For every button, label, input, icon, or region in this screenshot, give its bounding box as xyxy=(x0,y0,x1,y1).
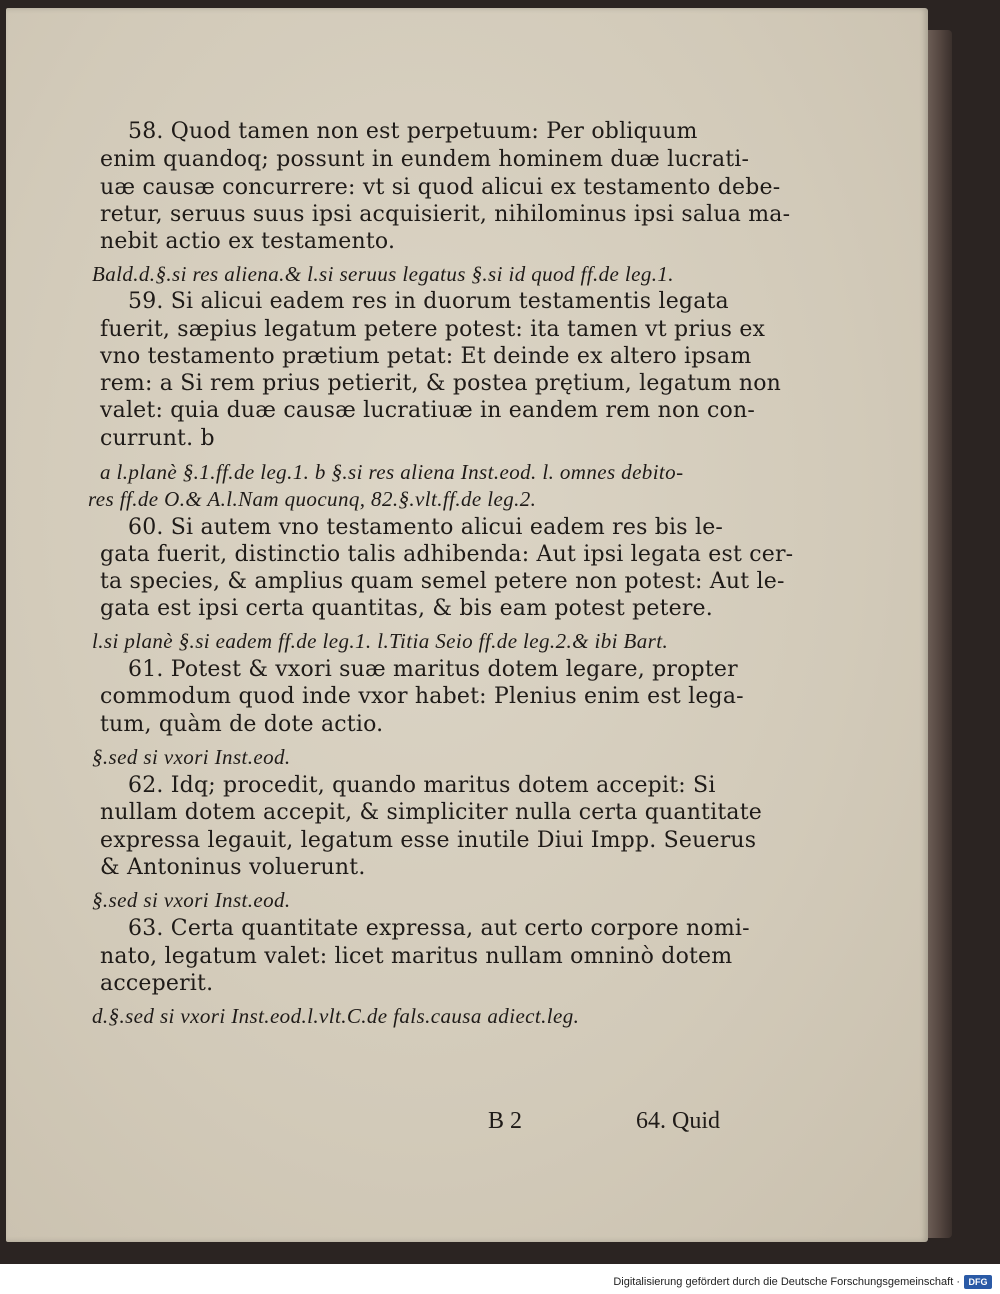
funding-credit: Digitalisierung gefördert durch die Deutsche Forschungsgemeinschaft · xyxy=(613,1276,960,1288)
reference-line: d.§.sed si vxori Inst.eod.l.vlt.C.de fals.causa adiect.leg. xyxy=(92,1004,580,1028)
text-line: ta species, & amplius quam semel petere non potest: Aut le- xyxy=(100,569,785,594)
text-line: uæ causæ concurrere: vt si quod alicui ex testamento debe- xyxy=(100,175,781,200)
text-line: retur, seruus suus ipsi acquisierit, nihilominus ipsi salua ma- xyxy=(100,202,791,227)
text-line: nato, legatum valet: licet maritus nullam omninò dotem xyxy=(100,944,733,969)
text-line: commodum quod inde vxor habet: Plenius enim est lega- xyxy=(100,684,744,709)
text-line: expressa legauit, legatum esse inutile Diui Impp. Seuerus xyxy=(100,828,757,853)
catchword: 64. Quid xyxy=(636,1108,720,1134)
text-line: enim quandoq; possunt in eundem hominem duæ lucrati- xyxy=(100,147,750,172)
text-line: 63. Certa quantitate expressa, aut certo corpore nomi- xyxy=(128,916,750,941)
reference-line: res ff.de O.& A.l.Nam quocunq, 82.§.vlt.ff.de leg.2. xyxy=(88,487,537,511)
text-line: & Antoninus voluerunt. xyxy=(100,855,366,880)
text-line: valet: quia duæ causæ lucratiuæ in eandem rem non con- xyxy=(100,398,756,423)
text-line: tum, quàm de dote actio. xyxy=(100,712,384,737)
signature-mark: B 2 xyxy=(488,1108,523,1134)
text-line: fuerit, sæpius legatum petere potest: ita tamen vt prius ex xyxy=(100,317,766,342)
text-line: rem: a Si rem prius petierit, & postea prętium, legatum non xyxy=(100,371,782,396)
dfg-logo-icon: DFG xyxy=(964,1275,992,1289)
text-line: vno testamento prætium petat: Et deinde ex altero ipsam xyxy=(100,344,752,369)
text-line: nebit actio ex testamento. xyxy=(100,229,396,254)
text-line: gata est ipsi certa quantitas, & bis eam potest petere. xyxy=(100,596,713,621)
text-line: acceperit. xyxy=(100,971,214,996)
reference-line: l.si planè §.si eadem ff.de leg.1. l.Titia Seio ff.de leg.2.& ibi Bart. xyxy=(92,629,669,653)
text-line: 59. Si alicui eadem res in duorum testamentis legata xyxy=(128,289,729,314)
reference-line: §.sed si vxori Inst.eod. xyxy=(92,745,291,769)
text-line: gata fuerit, distinctio talis adhibenda: Aut ipsi legata est cer- xyxy=(100,542,794,567)
text-line: 58. Quod tamen non est perpetuum: Per obliquum xyxy=(128,119,698,144)
text-line: currunt. b xyxy=(100,426,215,451)
text-line: nullam dotem accepit, & simpliciter nulla certa quantitate xyxy=(100,800,762,825)
text-line: 61. Potest & vxori suæ maritus dotem legare, propter xyxy=(128,657,738,682)
text-line: 60. Si autem vno testamento alicui eadem res bis le- xyxy=(128,515,724,540)
book-page-edge xyxy=(926,30,952,1238)
reference-line: Bald.d.§.si res aliena.& l.si seruus legatus §.si id quod ff.de leg.1. xyxy=(92,262,674,286)
reference-line: a l.planè §.1.ff.de leg.1. b §.si res aliena Inst.eod. l. omnes debito- xyxy=(100,460,684,484)
reference-line: §.sed si vxori Inst.eod. xyxy=(92,888,291,912)
text-line: 62. Idq; procedit, quando maritus dotem accepit: Si xyxy=(128,773,716,798)
